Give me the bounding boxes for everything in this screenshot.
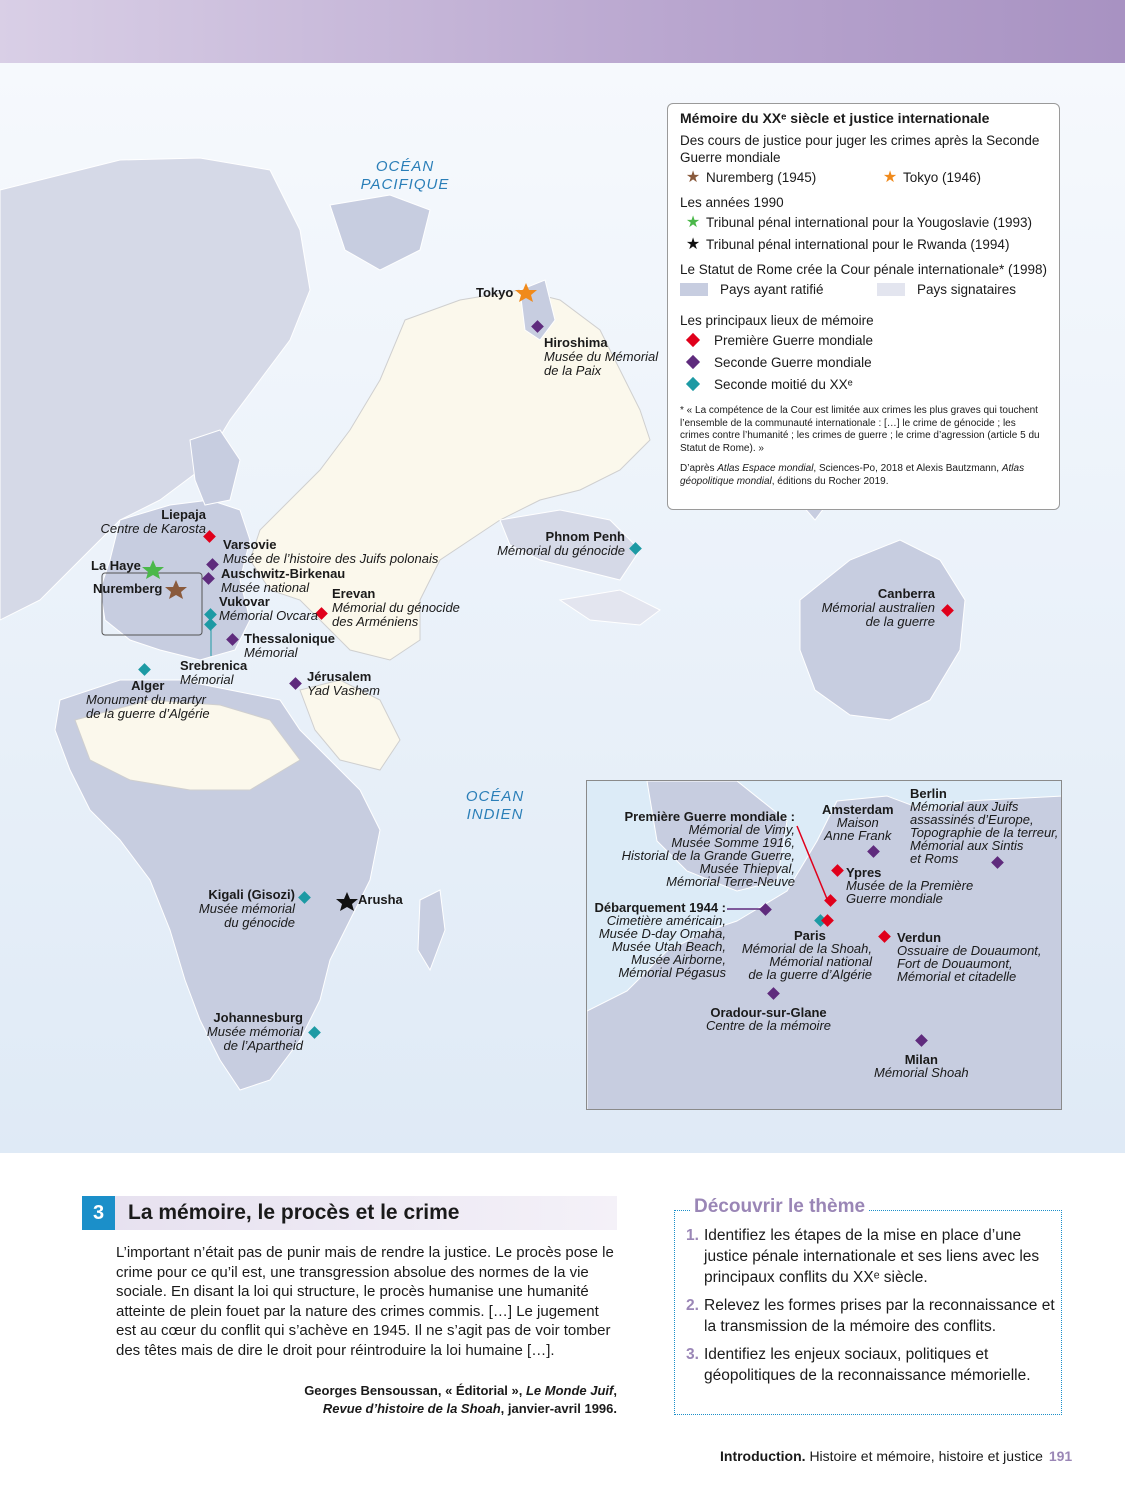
label-varsovie: Varsovie Musée de l’histoire des Juifs polonais <box>223 537 439 566</box>
label-srebrenica: Srebrenica Mémorial <box>180 658 248 687</box>
label-thessalonique: Thessalonique Mémorial <box>244 631 336 660</box>
legend-row-tpiy <box>680 211 1047 233</box>
legend-tokyo: Tokyo (1946) <box>903 169 982 185</box>
document-header <box>82 1196 617 1230</box>
ocean-indian-label: OCÉAN INDIEN <box>465 788 525 823</box>
legend-section-courts: Des cours de justice pour juger les crimes après la Seconde Guerre mondiale <box>680 133 1040 165</box>
inset-oradour-label: Oradour-sur-Glane Centre de la mémoire <box>706 1005 831 1033</box>
legend-ratified: Pays ayant ratifié <box>720 281 824 297</box>
diamond-icon <box>686 355 700 369</box>
diamond-icon <box>686 377 700 391</box>
legend-signatory: Pays signataires <box>917 281 1017 297</box>
decouvrir-title: Découvrir le thème <box>690 1196 869 1218</box>
label-nuremberg: Nuremberg <box>93 581 163 596</box>
label-tokyo: Tokyo <box>476 285 514 300</box>
page-number: 191 <box>1048 1448 1073 1464</box>
legend-row-courts <box>680 166 1047 188</box>
legend-row-tpir <box>680 233 1047 255</box>
legend-row-late <box>680 373 1047 395</box>
list-item: 1. Identifiez les étapes de la mise en place d’une justice pénale internationale et ses liens avec les principaux conflits du XXᵉ siècle. <box>686 1227 1040 1286</box>
label-auschwitz: Auschwitz-Birkenau Musée national <box>221 566 346 595</box>
swatch-signatory <box>877 283 905 296</box>
label-phnompenh: Phnom Penh Mémorial du génocide <box>497 529 625 558</box>
legend-section-rome: Le Statut de Rome crée la Cour pénale internationale* (1998) <box>680 262 1047 277</box>
legend-row-ww1 <box>680 329 1047 351</box>
list-item: 3. Identifiez les enjeux sociaux, politiques et géopolitiques de la reconnaissance mémorielle. <box>686 1346 1031 1384</box>
inset-berlin-label: Berlin Mémorial aux Juifs assassinés d’Europe, Topographie de la terreur, Mémorial aux Sintis et Roms <box>910 786 1059 866</box>
legend-ww2: Seconde Guerre mondiale <box>714 354 872 370</box>
label-vukovar: Vukovar Mémorial Ovcara <box>219 594 318 623</box>
label-hiroshima: Hiroshima Musée du Mémorial de la Paix <box>544 335 659 378</box>
legend-row-ww2 <box>680 351 1047 373</box>
inset-amsterdam-label: Amsterdam Maison Anne Frank <box>822 802 894 843</box>
label-canberra: Canberra Mémorial australien de la guerre <box>821 586 935 629</box>
legend-section-memory: Les principaux lieux de mémoire <box>680 313 874 328</box>
star-icon: ★ <box>685 169 701 186</box>
legend-source: D’après Atlas Espace mondial, Sciences-Po, 2018 et Alexis Bautzmann, Atlas géopolitique mondial, éditions du Rocher 2019. <box>680 463 1025 487</box>
inset-milan-label: Milan Mémorial Shoah <box>874 1052 969 1080</box>
label-lahaye: La Haye <box>91 558 141 573</box>
legend-note: * « La compétence de la Cour est limitée aux crimes les plus graves qui touchent l’ensemble de la communauté internationale : […] le crime de génocide ; les crimes contre l’humanité ; les crimes de guerre ; le crime d’agression (article 5 du Statut de Rome). » <box>680 405 1040 454</box>
document-source: Georges Bensoussan, « Éditorial », Le Monde Juif, Revue d’histoire de la Shoah, janvier-avril 1996. <box>304 1383 617 1416</box>
list-item: 2. Relevez les formes prises par la reconnaissance et la transmission de la mémoire des conflits. <box>686 1297 1055 1335</box>
legend-ww1: Première Guerre mondiale <box>714 332 874 348</box>
ocean-pacific-label: OCÉAN PACIFIQUE <box>360 158 450 193</box>
inset-ww1-label: Première Guerre mondiale : Mémorial de Vimy, Musée Somme 1916, Historial de la Grande Guerre, Musée Thiepval, Mémorial Terre-Neuve <box>621 809 795 889</box>
legend-tpiy: Tribunal pénal international pour la Yougoslavie (1993) <box>706 214 1032 230</box>
document-title: La mémoire, le procès et le crime <box>128 1201 460 1224</box>
star-icon: ★ <box>882 169 898 186</box>
label-johannesburg: Johannesburg Musée mémorial de l’Apartheid <box>206 1010 303 1053</box>
legend-section-1990: Les années 1990 <box>680 195 784 210</box>
map-legend <box>667 103 1060 510</box>
star-icon: ★ <box>685 236 701 253</box>
label-arusha: Arusha <box>358 892 403 907</box>
legend-row-cpi <box>680 278 1047 300</box>
inset-dday-label: Débarquement 1944 : Cimetière américain, Musée D-day Omaha, Musée Utah Beach, Musée Airborne, Mémorial Pégasus <box>594 900 726 980</box>
label-liepaja: Liepaja Centre de Karosta <box>100 507 206 536</box>
inset-paris-label: Paris Mémorial de la Shoah, Mémorial national de la guerre d’Algérie <box>741 928 872 982</box>
legend-tpir: Tribunal pénal international pour le Rwanda (1994) <box>706 236 1010 252</box>
inset-ypres-label: Ypres Musée de la Première Guerre mondiale <box>846 865 974 906</box>
legend-nuremberg: Nuremberg (1945) <box>706 169 817 185</box>
legend-late: Seconde moitié du XXᵉ <box>714 376 853 392</box>
document-text: L’important n’était pas de punir mais de rendre la justice. Le procès pose le crime pour ce qu’il est, une transgression absolue des normes de la vie sociale. En disant la loi qui structure, le procès humanise une humanité atteinte de plein fouet par la nature des crimes commis. […] Le jugement est au cœur du conflit qui s’achève en 1945. Il ne s’agit pas de voir tomber des têtes mais de dire le droit pour réintroduire la loi humaine […]. <box>116 1244 614 1359</box>
label-jerusalem: Jérusalem Yad Vashem <box>307 669 380 698</box>
inset-verdun-label: Verdun Ossuaire de Douaumont, Fort de Douaumont, Mémorial et citadelle <box>897 930 1042 984</box>
top-band <box>0 0 1125 63</box>
label-kigali: Kigali (Gisozi) Musée mémorial du génocide <box>198 887 295 930</box>
label-erevan: Erevan Mémorial du génocide des Arméniens <box>332 586 460 629</box>
page-footer: Introduction. Histoire et mémoire, histoire et justice 191 <box>720 1448 1073 1464</box>
legend-title: Mémoire du XXᵉ siècle et justice internationale <box>680 110 990 126</box>
diamond-icon <box>686 333 700 347</box>
star-icon: ★ <box>685 214 701 231</box>
document-number: 3 <box>82 1196 115 1230</box>
swatch-ratified <box>680 283 708 296</box>
label-alger: Alger Monument du martyr de la guerre d’Algérie <box>86 678 210 721</box>
decouvrir-list <box>686 1225 1056 1393</box>
